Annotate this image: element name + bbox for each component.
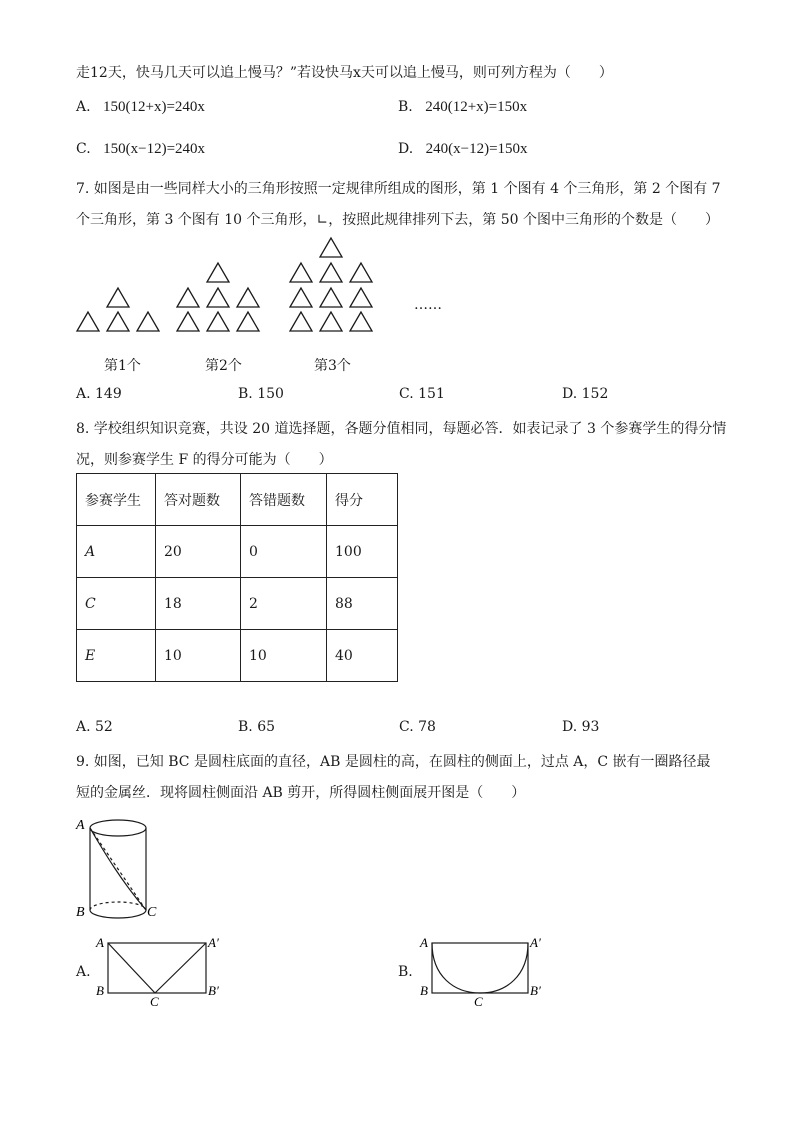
option-expression: 240(x−12)=150x (425, 141, 528, 157)
q9-stem-line1: 9. 如图，已知 BC 是圆柱底面的直径，AB 是圆柱的高，在圆柱的侧面上，过点 A，C 嵌有一圈路径最 (76, 754, 711, 770)
table-cell: 100 (327, 526, 398, 578)
triangle-icon (350, 312, 372, 331)
option-label: A. (76, 719, 91, 735)
triangle-icon (290, 312, 312, 331)
triangle-icon (320, 312, 342, 331)
option-label: B. (238, 719, 253, 735)
triangle-icon (107, 312, 129, 331)
table-cell: 0 (241, 526, 327, 578)
option-label: C. (76, 141, 91, 157)
table-cell: 2 (241, 578, 327, 630)
q7-option-b[interactable] (238, 386, 284, 402)
pattern-figure-2 (177, 263, 259, 331)
triangle-icon (350, 263, 372, 282)
q8-stem-line2: 况，则参赛学生 F 的得分可能为（ ） (76, 452, 333, 468)
table-cell: C (77, 578, 156, 630)
point-label: B (96, 983, 104, 998)
option-value: 93 (581, 719, 600, 735)
option-expression: 150(12+x)=240x (103, 99, 205, 115)
q9-option-a-figure[interactable] (92, 932, 232, 1010)
table-row (77, 630, 398, 682)
triangle-icon (177, 312, 199, 331)
point-label: B′ (208, 983, 219, 998)
score-table (76, 473, 398, 682)
q6-option-d[interactable] (398, 141, 528, 158)
pattern-ellipsis: …… (414, 297, 442, 313)
point-label: C (150, 994, 159, 1009)
triangle-icon (207, 312, 229, 331)
option-value: 65 (257, 719, 276, 735)
triangle-icon (320, 288, 342, 307)
q6-stem-tail: 走12天，快马几天可以追上慢马？”若设快马x天可以追上慢马，则可列方程为（ ） (76, 65, 613, 81)
q9-option-b-figure[interactable] (418, 932, 558, 1010)
point-label: A′ (208, 935, 219, 950)
q7-stem-line2: 个三角形，第 3 个图有 10 个三角形，∟，按照此规律排列下去，第 50 个图中三角形的个数是（ ） (76, 212, 719, 228)
table-cell: 40 (327, 630, 398, 682)
figure-label-2: 第2个 (205, 358, 242, 374)
q6-option-a[interactable] (76, 99, 205, 116)
point-label: A′ (530, 935, 541, 950)
triangle-icon (290, 288, 312, 307)
pattern-figure-1 (77, 288, 159, 331)
q8-option-a[interactable] (76, 719, 113, 735)
point-label: C (474, 994, 483, 1009)
q6-option-c[interactable] (76, 141, 205, 158)
triangle-icon (237, 312, 259, 331)
figure-label-1: 第1个 (104, 358, 141, 374)
option-label: C. (399, 719, 414, 735)
q9-option-b-label[interactable]: B. (398, 964, 413, 980)
triangle-icon (350, 288, 372, 307)
option-expression: 240(12+x)=150x (425, 99, 528, 115)
option-label: D. (398, 141, 414, 157)
table-cell: 20 (156, 526, 241, 578)
q9-option-a-label[interactable]: A. (76, 964, 91, 980)
q7-option-c[interactable] (399, 386, 445, 402)
q9-stem-line2: 短的金属丝．现将圆柱侧面沿 AB 剪开，所得圆柱侧面展开图是（ ） (76, 785, 526, 801)
point-label: C (147, 905, 157, 920)
triangle-icon (137, 312, 159, 331)
point-label: A (96, 935, 104, 950)
triangle-icon (207, 288, 229, 307)
option-label: A. (76, 386, 91, 402)
triangle-icon (290, 263, 312, 282)
triangle-pattern-figure (70, 232, 470, 344)
table-row (77, 578, 398, 630)
q7-option-a[interactable] (76, 386, 122, 402)
table-header: 参赛学生 (77, 474, 156, 526)
table-cell: 18 (156, 578, 241, 630)
q8-option-d[interactable] (562, 719, 599, 735)
option-label: B. (398, 99, 413, 115)
option-value: 149 (95, 386, 122, 402)
pattern-figure-3 (290, 238, 372, 331)
point-label: A (76, 818, 85, 833)
q6-option-b[interactable] (398, 99, 527, 116)
table-header: 答对题数 (156, 474, 241, 526)
cylinder-figure (70, 812, 170, 922)
point-label: A (420, 935, 428, 950)
q8-option-b[interactable] (238, 719, 275, 735)
option-label: D. (562, 386, 578, 402)
table-header: 得分 (327, 474, 398, 526)
point-label: B (76, 905, 85, 920)
table-cell: E (77, 630, 156, 682)
table-cell: 10 (241, 630, 327, 682)
table-header-row (77, 474, 398, 526)
point-label: B (420, 983, 428, 998)
option-expression: 150(x−12)=240x (103, 141, 206, 157)
table-cell: A (77, 526, 156, 578)
q8-stem-line1: 8. 学校组织知识竞赛，共设 20 道选择题，各题分值相同，每题必答．如表记录了 3 个参赛学生的得分情 (76, 421, 727, 437)
triangle-icon (77, 312, 99, 331)
triangle-icon (320, 238, 342, 257)
triangle-icon (320, 263, 342, 282)
option-value: 151 (418, 386, 445, 402)
option-value: 152 (581, 386, 609, 402)
option-value: 52 (95, 719, 113, 735)
triangle-icon (207, 263, 229, 282)
option-label: A. (76, 99, 91, 115)
option-value: 150 (257, 386, 284, 402)
point-label: B′ (530, 983, 541, 998)
figure-label-3: 第3个 (314, 358, 351, 374)
q8-option-c[interactable] (399, 719, 436, 735)
option-label: C. (399, 386, 414, 402)
option-value: 78 (418, 719, 436, 735)
triangle-icon (237, 288, 259, 307)
option-label: B. (238, 386, 253, 402)
table-cell: 88 (327, 578, 398, 630)
table-cell: 10 (156, 630, 241, 682)
triangle-icon (177, 288, 199, 307)
q7-stem-line1: 7. 如图是由一些同样大小的三角形按照一定规律所组成的图形，第 1 个图有 4 个三角形，第 2 个图有 7 (76, 181, 721, 197)
triangle-icon (107, 288, 129, 307)
table-row (77, 526, 398, 578)
option-label: D. (562, 719, 578, 735)
q7-option-d[interactable] (562, 386, 608, 402)
table-header: 答错题数 (241, 474, 327, 526)
